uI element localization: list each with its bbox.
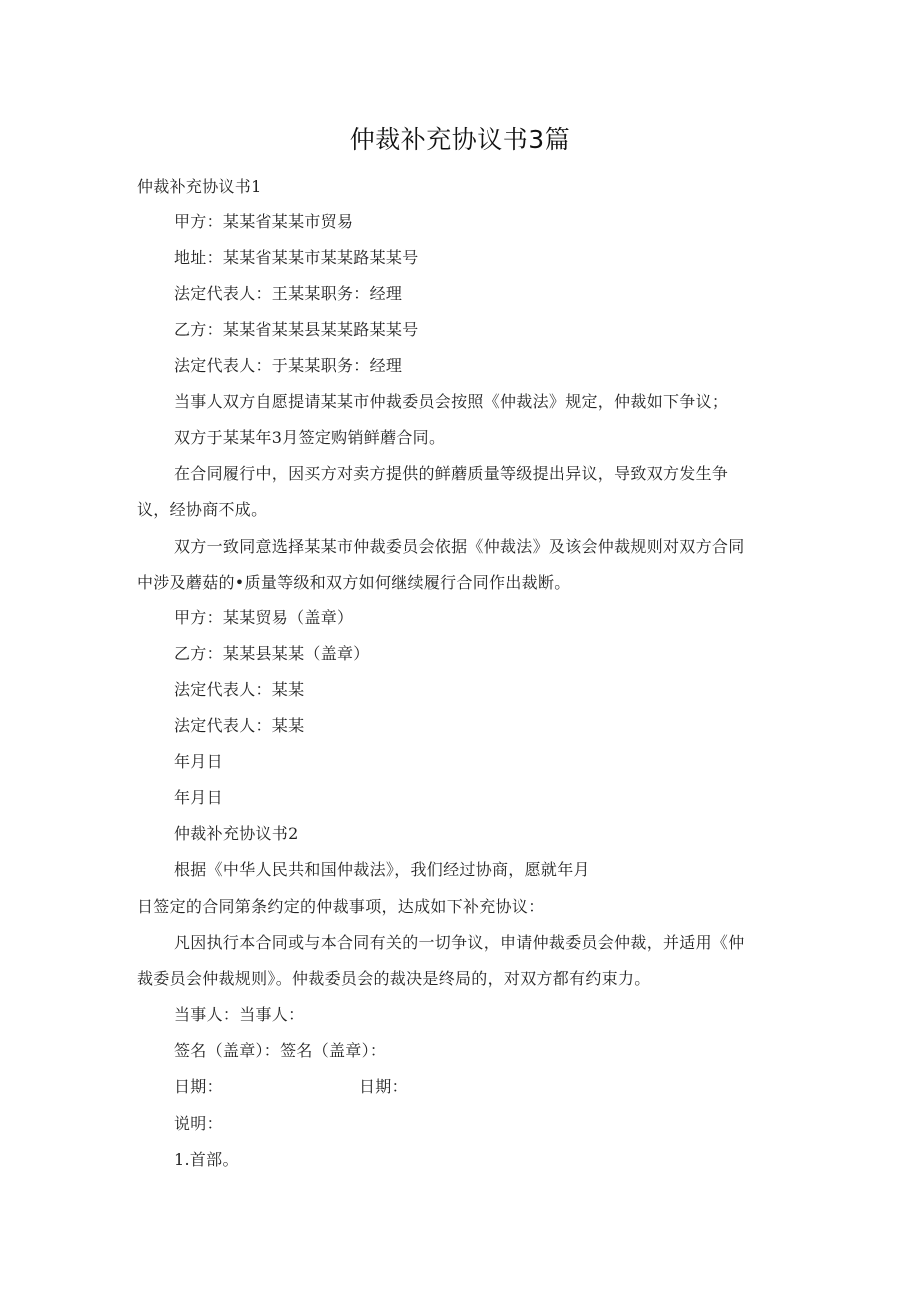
s2-paragraph-1-line-2: 日签定的合同第条约定的仲裁事项，达成如下补充协议： — [137, 897, 545, 916]
paragraph-1: 当事人双方自愿提请某某市仲裁委员会按照《仲裁法》规定，仲裁如下争议； — [174, 392, 729, 411]
sign-rep-a: 法定代表人：某某 — [174, 680, 305, 699]
signatures-line: 签名（盖章）：签名（盖章）： — [174, 1041, 387, 1060]
paragraph-4-line-1: 双方一致同意选择某某市仲裁委员会依据《仲裁法》及该会仲裁规则对双方合同 — [174, 537, 745, 556]
date-right: 日期： — [359, 1077, 408, 1096]
paragraph-2: 双方于某某年3月签定购销鲜蘑合同。 — [174, 428, 446, 447]
address-line: 地址：某某省某某市某某路某某号 — [174, 248, 419, 267]
rep-a-line: 法定代表人：王某某职务：经理 — [174, 284, 403, 303]
document-title: 仲裁补充协议书3篇 — [349, 125, 571, 154]
parties-line: 当事人：当事人： — [174, 1005, 305, 1024]
section1-heading: 仲裁补充协议书1 — [137, 177, 262, 196]
party-b-line: 乙方：某某省某某县某某路某某号 — [174, 320, 419, 339]
sign-party-b: 乙方：某某县某某（盖章） — [174, 644, 370, 663]
paragraph-3-line-2: 议，经协商不成。 — [137, 500, 268, 519]
paragraph-3-line-1: 在合同履行中，因买方对卖方提供的鲜蘑质量等级提出异议，导致双方发生争 — [174, 464, 729, 483]
note-item-1: 1.首部。 — [174, 1150, 239, 1169]
s2-paragraph-2-line-1: 凡因执行本合同或与本合同有关的一切争议，申请仲裁委员会仲裁，并适用《仲 — [174, 933, 745, 952]
date-a: 年月日 — [174, 752, 223, 771]
party-a-line: 甲方：某某省某某市贸易 — [174, 212, 354, 231]
s2-paragraph-2-line-2: 裁委员会仲裁规则》。仲裁委员会的裁决是终局的，对双方都有约束力。 — [137, 969, 651, 988]
note-label: 说明： — [174, 1114, 223, 1133]
date-left: 日期： — [174, 1077, 223, 1096]
paragraph-4-line-2: 中涉及蘑菇的•质量等级和双方如何继续履行合同作出裁断。 — [137, 573, 571, 592]
sign-party-a: 甲方：某某贸易（盖章） — [174, 608, 354, 627]
s2-paragraph-1-line-1: 根据《中华人民共和国仲裁法》，我们经过协商，愿就年月 — [174, 860, 590, 879]
section2-heading: 仲裁补充协议书2 — [174, 824, 299, 843]
rep-b-line: 法定代表人：于某某职务：经理 — [174, 356, 403, 375]
sign-rep-b: 法定代表人：某某 — [174, 716, 305, 735]
date-b: 年月日 — [174, 788, 223, 807]
